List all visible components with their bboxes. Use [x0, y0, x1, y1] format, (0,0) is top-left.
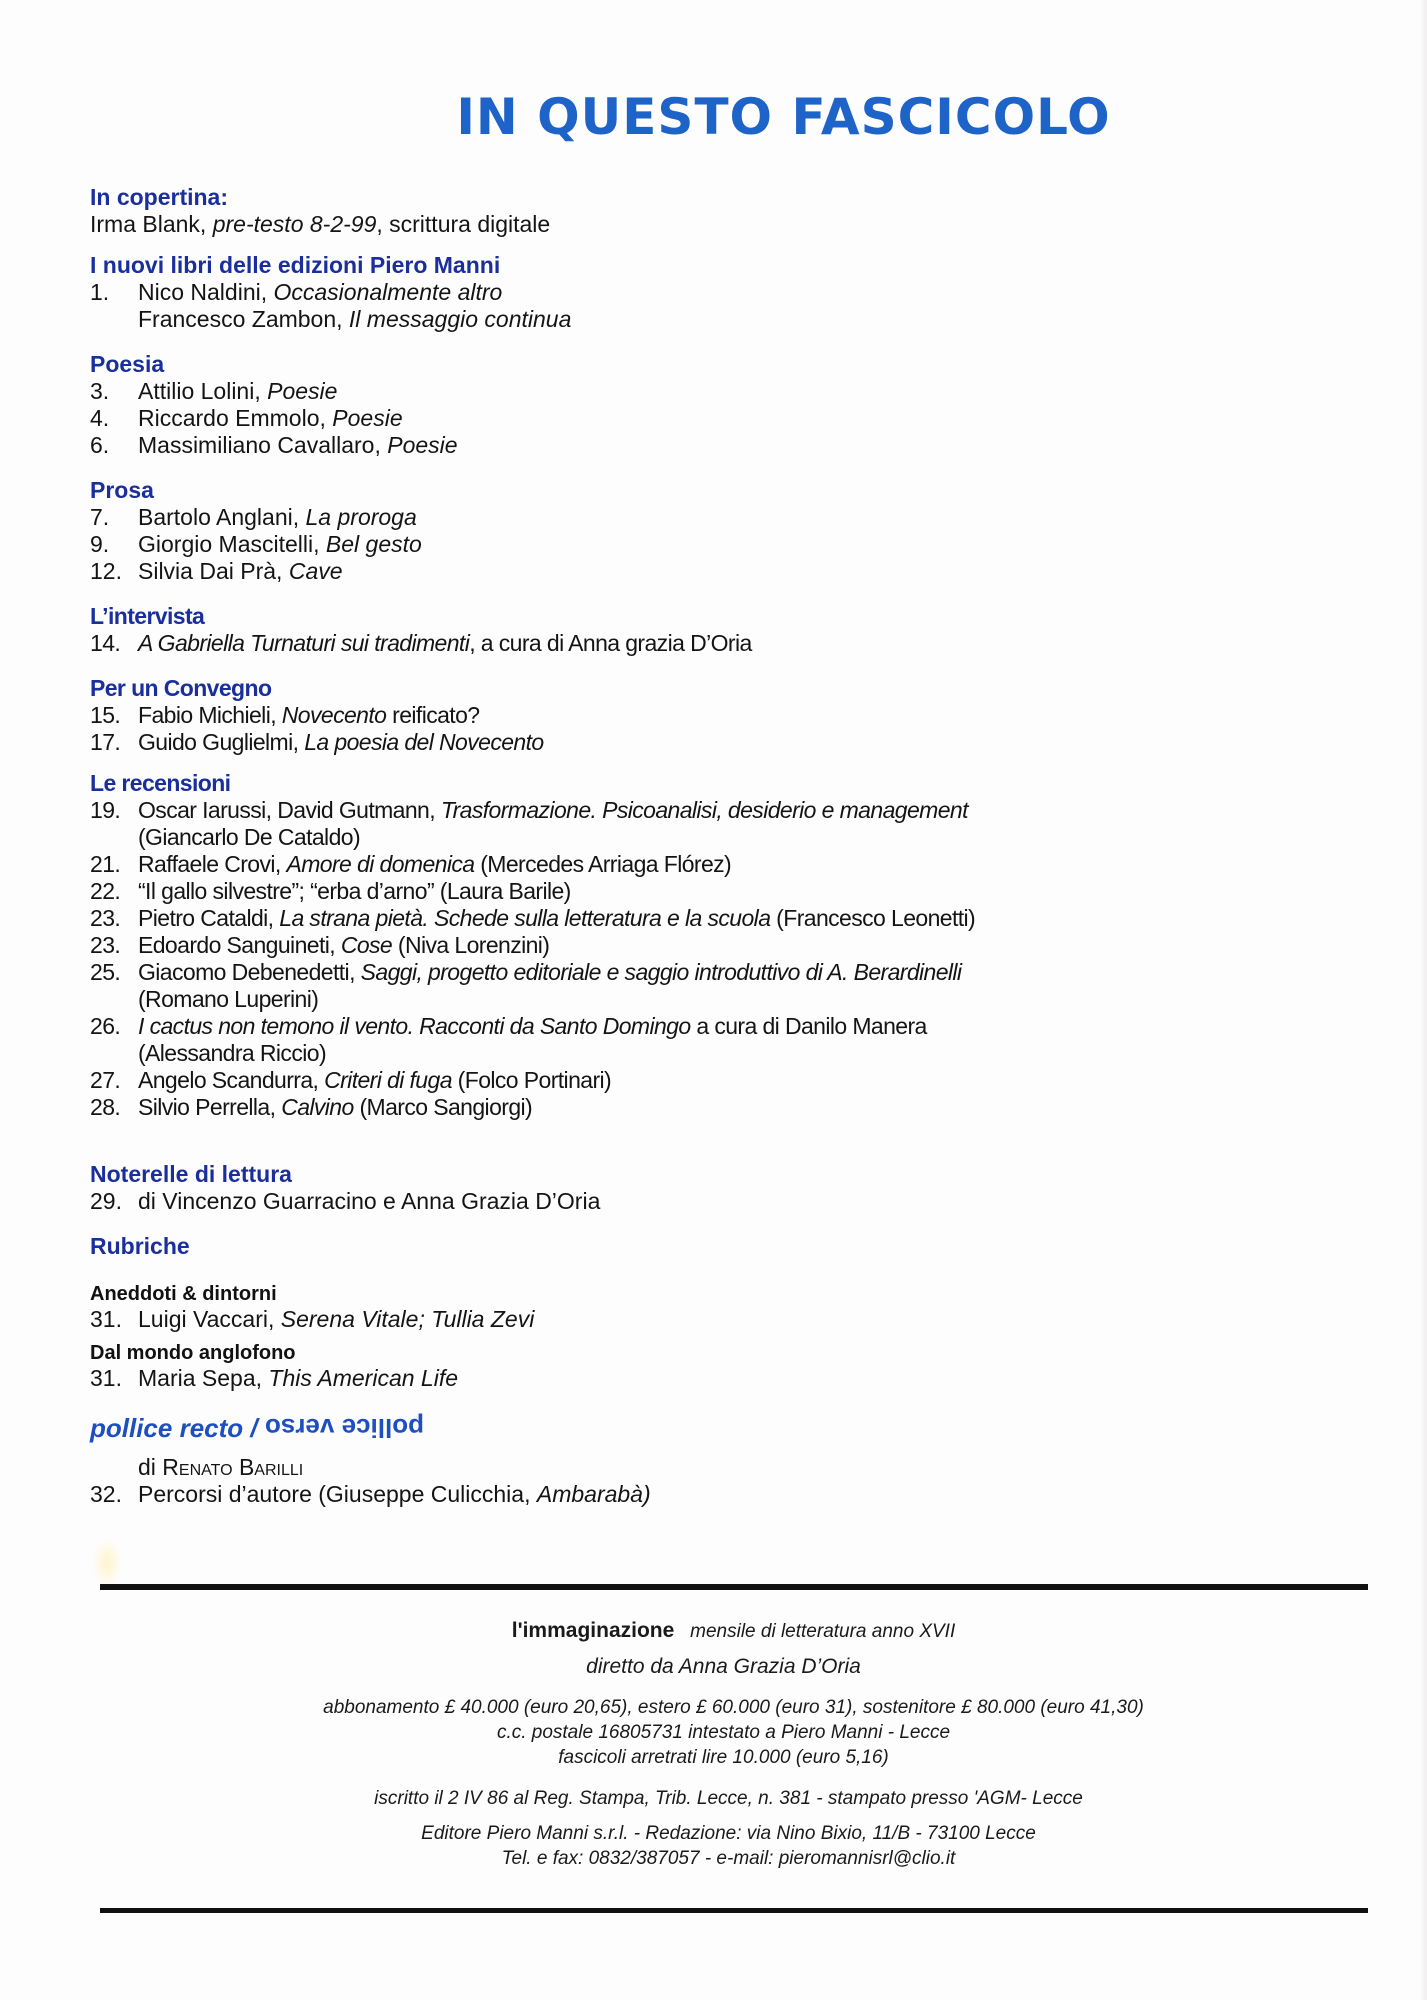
- page-number: 27.: [90, 1067, 121, 1093]
- subscription: abbonamento £ 40.000 (euro 20,65), estero £ 60.000 (euro 31), sostenitore £ 80.000 (euro 41,30): [323, 1697, 1144, 1718]
- section-heading: I nuovi libri delle edizioni Piero Manni: [90, 252, 501, 278]
- toc-entry: 12. Silvia Dai Prà, Cave: [90, 558, 343, 584]
- page-number: 28.: [90, 1094, 121, 1120]
- page-number: 25.: [90, 959, 121, 985]
- toc-entry: 31. Maria Sepa, This American Life: [90, 1365, 459, 1391]
- page-number: 21.: [90, 851, 121, 877]
- page-number: 6.: [90, 432, 110, 458]
- page-number: 3.: [90, 378, 110, 404]
- toc-entry: 17. Guido Guglielmi, La poesia del Novecento: [90, 729, 544, 755]
- subsection-heading: Aneddoti & dintorni: [90, 1283, 277, 1305]
- page-number: 29.: [90, 1188, 122, 1214]
- section-heading: Poesia: [90, 351, 165, 377]
- section-pollice: [90, 1412, 1390, 1508]
- section-heading: Per un Convegno: [90, 675, 272, 701]
- section-nuovi-libri: [90, 252, 1390, 333]
- publisher: Editore Piero Manni s.r.l. - Redazione: via Nino Bixio, 11/B - 73100 Lecce: [421, 1823, 1036, 1844]
- toc-entry: 14. A Gabriella Turnaturi sui tradimenti, a cura di Anna grazia D’Oria: [90, 630, 752, 656]
- scan-smudge: [92, 1538, 122, 1588]
- page-number: 14.: [90, 630, 121, 656]
- masthead-line: [0, 1618, 1427, 1644]
- page-number: 9.: [90, 531, 110, 557]
- toc-entry: 28. Silvio Perrella, Calvino (Marco Sangiorgi): [90, 1094, 533, 1120]
- toc-entry: 31. Luigi Vaccari, Serena Vitale; Tullia Zevi: [90, 1306, 535, 1332]
- toc-entry: 4. Riccardo Emmolo, Poesie: [90, 405, 403, 431]
- page-number: 31.: [90, 1306, 122, 1332]
- page-number: 17.: [90, 729, 121, 755]
- toc-entry: 27. Angelo Scandurra, Criteri di fuga (Folco Portinari): [90, 1067, 612, 1093]
- section-heading: L’intervista: [90, 603, 205, 629]
- scan-edge: [1421, 0, 1427, 2000]
- section-heading: Rubriche: [90, 1233, 190, 1259]
- page-number: 22.: [90, 878, 121, 904]
- page-title: IN QUESTO FASCICOLO: [456, 88, 1111, 146]
- section-copertina: [90, 184, 1390, 238]
- toc-entry: 1. Nico Naldini, Occasionalmente altro: [90, 279, 503, 305]
- toc-entry: 23. Edoardo Sanguineti, Cose (Niva Lorenzini): [90, 932, 550, 958]
- page-number: 32.: [90, 1481, 122, 1507]
- section-poesia: [90, 351, 1390, 459]
- page-number: 23.: [90, 905, 121, 931]
- section-heading: In copertina:: [90, 184, 229, 210]
- toc-entry: 25. Giacomo Debenedetti, Saggi, progetto editoriale e saggio introduttivo di A. Berardinelli: [90, 959, 962, 985]
- section-convegno: [90, 675, 1390, 756]
- section-heading: Noterelle di lettura: [90, 1161, 292, 1187]
- section-noterelle: [90, 1161, 1390, 1215]
- page-number: [90, 306, 138, 333]
- section-heading: Le recensioni: [90, 770, 231, 796]
- toc-entry: 23. Pietro Cataldi, La strana pietà. Schede sulla letteratura e la scuola (Francesco Leonetti): [90, 905, 976, 931]
- reviewer: (Giancarlo De Cataldo): [138, 824, 361, 850]
- magazine-name: l'immaginazione: [511, 1619, 675, 1642]
- toc-entry: 22. “Il gallo silvestre”; “erba d’arno” (Laura Barile): [90, 878, 571, 904]
- page-number: 4.: [90, 405, 110, 431]
- byline: di Renato Barilli: [138, 1454, 304, 1480]
- toc-entry: 15. Fabio Michieli, Novecento reificato?: [90, 702, 480, 728]
- toc-entry: 19. Oscar Iarussi, David Gutmann, Trasformazione. Psicoanalisi, desiderio e management: [90, 797, 968, 823]
- page-number: 26.: [90, 1013, 121, 1039]
- back-issues: fascicoli arretrati lire 10.000 (euro 5,16): [558, 1747, 889, 1768]
- section-intervista: [90, 603, 1390, 657]
- toc-entry: 29. di Vincenzo Guarracino e Anna Grazia D’Oria: [90, 1188, 601, 1214]
- page-number: 7.: [90, 504, 110, 530]
- toc-entry: Francesco Zambon, Il messaggio continua: [90, 306, 1390, 333]
- page-number: 1.: [90, 279, 110, 305]
- toc-entry: 7. Bartolo Anglani, La proroga: [90, 504, 417, 530]
- section-recensioni: [90, 770, 1390, 1121]
- page-number: 31.: [90, 1365, 122, 1391]
- tagline: mensile di letteratura anno XVII: [690, 1621, 956, 1642]
- postal-account: c.c. postale 16805731 intestato a Piero Manni - Lecce: [496, 1722, 951, 1743]
- colophon: [0, 1618, 1427, 1871]
- mirrored-heading: pollice verso: [264, 1413, 424, 1443]
- reviewer: (Romano Luperini): [138, 986, 319, 1012]
- contact: Tel. e fax: 0832/387057 - e-mail: pieromannisrl@clio.it: [501, 1848, 956, 1869]
- page-number: 12.: [90, 558, 122, 584]
- toc-entry: 21. Raffaele Crovi, Amore di domenica (Mercedes Arriaga Flórez): [90, 851, 732, 877]
- subsection-heading: Dal mondo anglofono: [90, 1342, 296, 1364]
- toc-entry: 26. I cactus non temono il vento. Racconti da Santo Domingo a cura di Danilo Manera: [90, 1013, 927, 1039]
- section-heading: Prosa: [90, 477, 154, 503]
- cover-credit: Irma Blank, pre-testo 8-2-99, scrittura digitale: [90, 211, 551, 237]
- toc-entry: 6. Massimiliano Cavallaro, Poesie: [90, 432, 458, 458]
- divider-top: [100, 1584, 1368, 1590]
- registration: iscritto il 2 IV 86 al Reg. Stampa, Trib. Lecce, n. 381 - stampato presso 'AGM- Lecce: [374, 1788, 1083, 1809]
- toc-entry: 9. Giorgio Mascitelli, Bel gesto: [90, 531, 422, 557]
- divider-bottom: [100, 1908, 1368, 1913]
- page-number: 19.: [90, 797, 121, 823]
- page-number: 15.: [90, 702, 121, 728]
- toc-entry: 32. Percorsi d’autore (Giuseppe Culicchia, Ambarabà): [90, 1481, 651, 1507]
- page-number: 23.: [90, 932, 121, 958]
- section-rubriche: [90, 1233, 1390, 1392]
- section-prosa: [90, 477, 1390, 585]
- reviewer: (Alessandra Riccio): [138, 1040, 326, 1066]
- toc-entry: 3. Attilio Lolini, Poesie: [90, 378, 338, 404]
- section-heading: pollice recto / pollice verso: [90, 1413, 424, 1443]
- director: diretto da Anna Grazia D’Oria: [586, 1655, 861, 1678]
- table-of-contents: [90, 184, 1390, 1520]
